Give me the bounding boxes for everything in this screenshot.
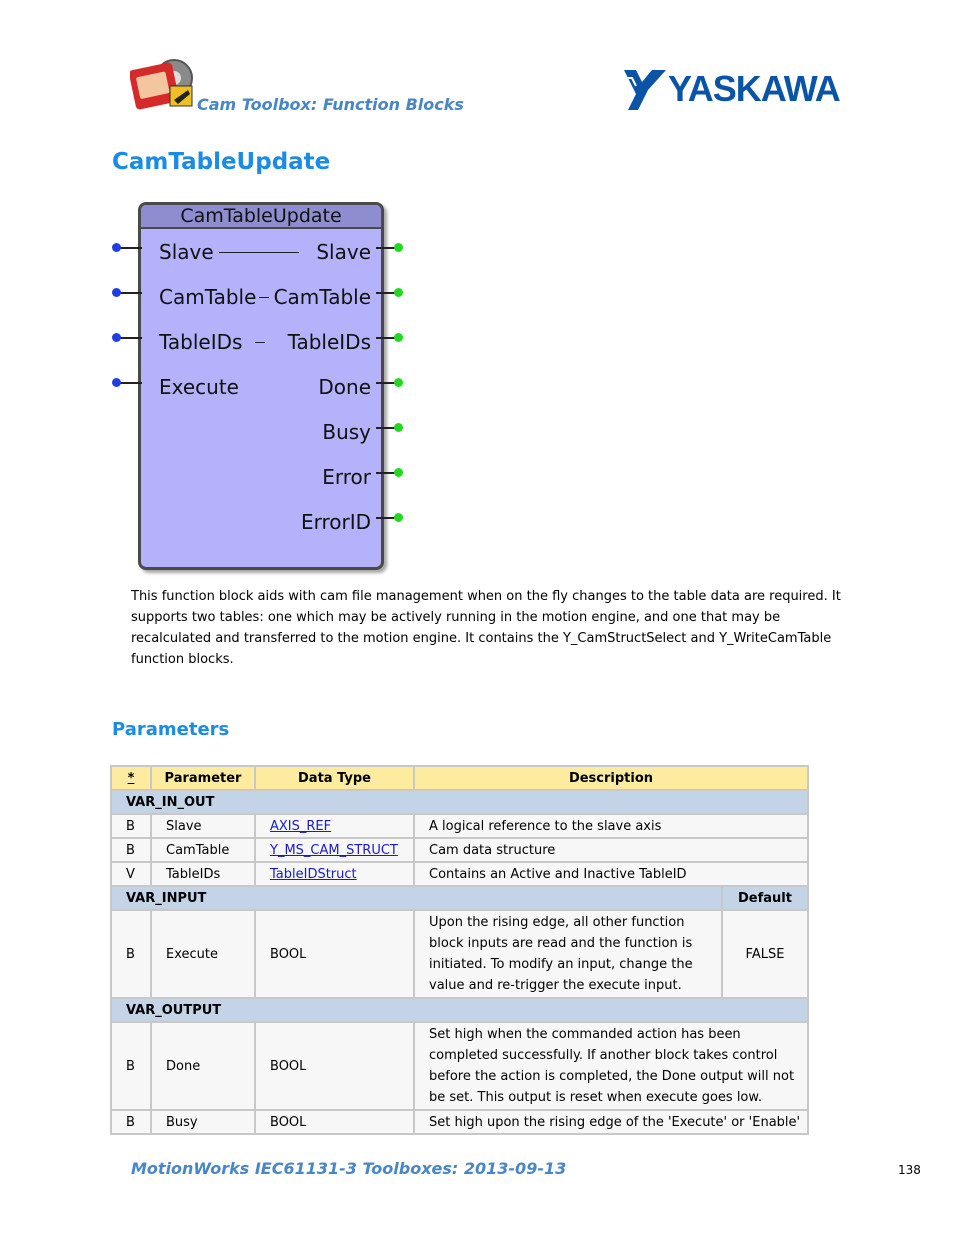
cell-data-type: BOOL — [255, 1110, 414, 1134]
section-row-var-input — [111, 886, 808, 910]
section-label: VAR_OUTPUT — [111, 998, 808, 1022]
cell-type: V — [111, 862, 151, 886]
yaskawa-logo — [622, 66, 844, 112]
page-number: 138 — [898, 1163, 921, 1177]
pass-through-line — [259, 297, 269, 298]
pass-through-line — [219, 252, 299, 253]
cell-type: B — [111, 838, 151, 862]
block-description: This function block aids with cam file management when on the fly changes to the table data are required. It supports two tables: one which may be actively running in the motion engine, and one that may be recalculated and transferred to the motion engine. It contains the Y_CamStructSelect and Y_WriteCamTable function blocks. — [131, 589, 841, 667]
output-pin-dot — [394, 333, 403, 342]
brand-name: YASKAWA — [668, 68, 840, 109]
cell-description: Upon the rising edge, all other function block inputs are read and the function is initiated. To modify an input, change the value and re-trigger the execute input. — [414, 910, 722, 998]
cell-data-type — [255, 838, 414, 862]
section-label: VAR_IN_OUT — [111, 790, 808, 814]
input-pin-dot — [112, 378, 121, 387]
output-pin-dot — [394, 243, 403, 252]
function-block-diagram — [110, 198, 410, 573]
cell-description: Set high upon the rising edge of the 'Execute' or 'Enable' — [414, 1110, 808, 1134]
cell-parameter: Done — [151, 1022, 255, 1110]
column-header-star: * — [111, 766, 151, 790]
output-pin-dot — [394, 288, 403, 297]
column-header-data-type: Data Type — [255, 766, 414, 790]
header-title: Cam Toolbox: Function Blocks — [197, 95, 464, 114]
fb-input-camtable: CamTable — [159, 285, 257, 309]
cell-type: B — [111, 1022, 151, 1110]
section-row-var-output — [111, 998, 808, 1022]
table-row — [111, 1022, 808, 1110]
section-label: VAR_INPUT — [111, 886, 722, 910]
output-pin-dot — [394, 513, 403, 522]
parameters-table — [110, 765, 809, 1135]
output-pin-dot — [394, 378, 403, 387]
cell-parameter: Slave — [151, 814, 255, 838]
fb-output-done: Done — [318, 375, 371, 399]
cell-type: B — [111, 1110, 151, 1134]
footer-text: MotionWorks IEC61131-3 Toolboxes: 2013-09-13 — [131, 1159, 567, 1178]
parameters-heading: Parameters — [112, 719, 230, 740]
table-header-row — [111, 766, 808, 790]
fb-output-error: Error — [322, 465, 371, 489]
cell-type: B — [111, 910, 151, 998]
cell-parameter: Busy — [151, 1110, 255, 1134]
fb-input-execute: Execute — [159, 375, 239, 399]
cell-default: FALSE — [722, 910, 808, 998]
input-pin-dot — [112, 243, 121, 252]
data-type-link[interactable]: Y_MS_CAM_STRUCT — [270, 842, 398, 858]
output-pin-dot — [394, 468, 403, 477]
pass-through-line — [255, 342, 265, 343]
cell-data-type — [255, 862, 414, 886]
table-row — [111, 838, 808, 862]
cell-description: Cam data structure — [414, 838, 808, 862]
cell-data-type: BOOL — [255, 1022, 414, 1110]
section-row-var-in-out — [111, 790, 808, 814]
table-row — [111, 814, 808, 838]
cell-description: Contains an Active and Inactive TableID — [414, 862, 808, 886]
cell-parameter: CamTable — [151, 838, 255, 862]
data-type-link[interactable]: AXIS_REF — [270, 818, 332, 834]
input-pin-dot — [112, 288, 121, 297]
column-header-description: Description — [414, 766, 808, 790]
function-block-body — [138, 202, 384, 570]
table-row — [111, 1110, 808, 1134]
data-type-link[interactable]: TableIDStruct — [270, 866, 357, 882]
function-block-name: CamTableUpdate — [141, 205, 381, 229]
fb-output-slave: Slave — [316, 240, 371, 264]
cell-description: Set high when the commanded action has been completed successfully. If another block takes control before the action is completed, the Done output will not be set. This output is reset when execute goes low. — [414, 1022, 808, 1110]
fb-output-busy: Busy — [322, 420, 371, 444]
table-row — [111, 910, 808, 998]
fb-input-tableids: TableIDs — [159, 330, 243, 354]
fb-output-errorid: ErrorID — [300, 510, 371, 534]
cell-parameter: TableIDs — [151, 862, 255, 886]
page-title: CamTableUpdate — [112, 149, 331, 175]
cell-parameter: Execute — [151, 910, 255, 998]
output-pin-dot — [394, 423, 403, 432]
column-header-parameter: Parameter — [151, 766, 255, 790]
toolbox-gear-logo — [130, 56, 198, 112]
fb-output-camtable: CamTable — [273, 285, 371, 309]
input-pin-dot — [112, 333, 121, 342]
fb-output-tableids: TableIDs — [287, 330, 371, 354]
fb-input-slave: Slave — [159, 240, 214, 264]
default-column-label: Default — [722, 886, 808, 910]
cell-data-type — [255, 814, 414, 838]
cell-type: B — [111, 814, 151, 838]
cell-description: A logical reference to the slave axis — [414, 814, 808, 838]
cell-data-type: BOOL — [255, 910, 414, 998]
table-row — [111, 862, 808, 886]
